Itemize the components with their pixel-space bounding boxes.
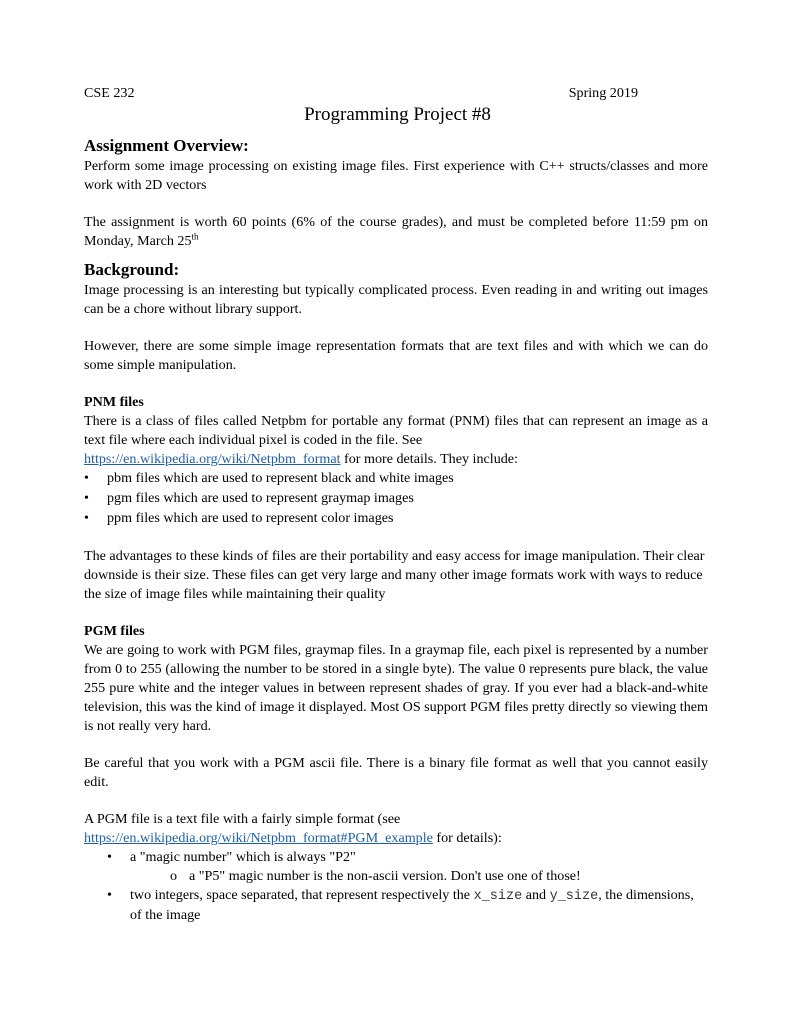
page-header xyxy=(84,84,708,103)
bullet-icon: • xyxy=(84,490,89,506)
netpbm-link[interactable]: https://en.wikipedia.org/wiki/Netpbm_format xyxy=(84,451,341,467)
advantages-paragraph: The advantages to these kinds of files are their portability and easy access for image manipulation. Their clear downside is their size. These files can get very large and many other image formats work with ways to reduce the size of image files while maintaining their quality xyxy=(84,548,705,602)
document-page xyxy=(84,84,708,925)
overview-heading: Assignment Overview: xyxy=(84,136,249,155)
pgm-format-list xyxy=(84,848,708,925)
background-heading: Background: xyxy=(84,260,180,279)
background-paragraph-2: However, there are some simple image representation formats that are text files and with which we can do some simple manipulation. xyxy=(84,338,708,373)
pgm-paragraph-3: A PGM file is a text file with a fairly simple format (see https://en.wikipedia.org/wiki/Netpbm_format#PGM_example for details): xyxy=(84,811,502,846)
background-paragraph-1: Image processing is an interesting but typically complicated process. Even reading in and writing out images can be a chore without library support. xyxy=(84,282,708,317)
pgm-sub-list xyxy=(130,867,708,886)
list-item: • two integers, space separated, that represent respectively the x_size and y_size, the dimensions, of the image xyxy=(107,887,694,923)
list-item: • pbm files which are used to represent black and white images xyxy=(84,470,454,486)
course-code: CSE 232 xyxy=(84,85,135,101)
list-item: o a "P5" magic number is the non-ascii version. Don't use one of those! xyxy=(170,868,581,884)
list-item: • a "magic number" which is always "P2" o a "P5" magic number is the non-ascii version. Don't use one of those! xyxy=(107,848,708,886)
term: Spring 2019 xyxy=(568,85,638,101)
pgm-paragraph-2: Be careful that you work with a PGM ascii file. There is a binary file format as well that you cannot easily edit. xyxy=(84,755,708,790)
pgm-heading: PGM files xyxy=(84,623,145,639)
bullet-icon: • xyxy=(84,510,89,526)
sub-bullet-icon: o xyxy=(170,868,178,884)
pnm-heading: PNM files xyxy=(84,394,144,410)
pgm-paragraph-1: We are going to work with PGM files, graymap files. In a graymap file, each pixel is represented by a number from 0 to 255 (allowing the number to be stored in a single byte). The value 0 represents pure black, the value 255 pure white and the integer values in between represent shades of gray. If you ever had a black-and-white television, this was the kind of image it displayed. Most OS support PGM files pretty directly so viewing them is not really very hard. xyxy=(84,642,708,734)
bullet-icon: • xyxy=(107,887,112,903)
list-item: • pgm files which are used to represent graymap images xyxy=(84,490,414,506)
pnm-bullet-list xyxy=(84,469,708,528)
bullet-icon: • xyxy=(107,849,112,865)
page-title: Programming Project #8 xyxy=(304,104,491,125)
pgm-example-link[interactable]: https://en.wikipedia.org/wiki/Netpbm_format#PGM_example xyxy=(84,830,433,846)
x-size-code: x_size xyxy=(473,889,523,904)
pnm-intro: There is a class of files called Netpbm for portable any format (PNM) files that can represent an image as a text file where each individual pixel is coded in the file. See https://en.wikipedia.org/wiki/Netpbm_format for more details. They include: xyxy=(84,413,708,467)
date-superscript: th xyxy=(191,231,199,242)
bullet-icon: • xyxy=(84,470,89,486)
points-paragraph: The assignment is worth 60 points (6% of the course grades), and must be completed before 11:59 pm on Monday, March 25th xyxy=(84,214,708,249)
overview-paragraph: Perform some image processing on existing image files. First experience with C++ structs/classes and more work with 2D vectors xyxy=(84,158,708,193)
y-size-code: y_size xyxy=(549,889,599,904)
list-item: • ppm files which are used to represent color images xyxy=(84,510,394,526)
